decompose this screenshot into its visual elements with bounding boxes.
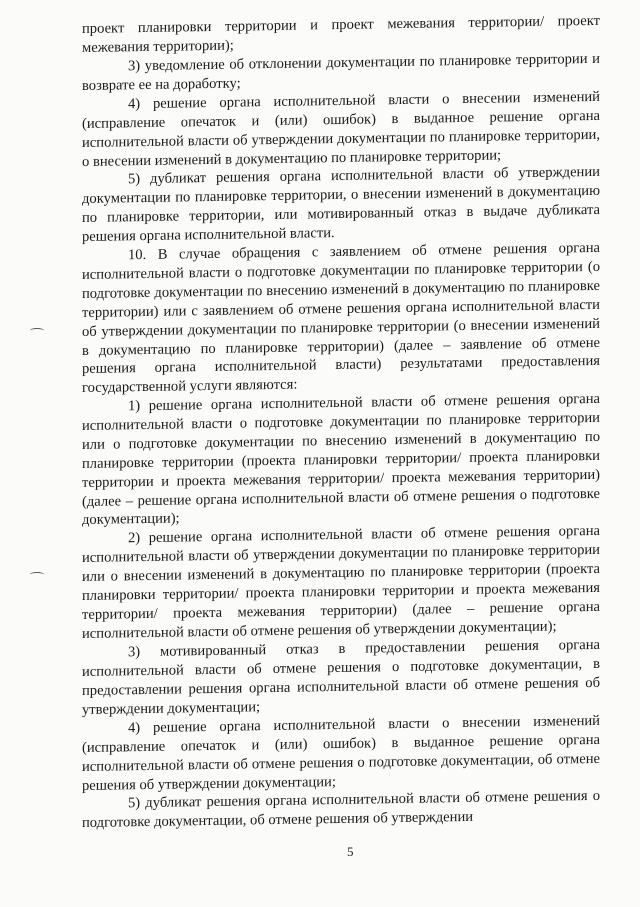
paragraph-sub-2: 2) решение органа исполнительной власти об отмене решения органа исполнительной власти об утверждении документации по планировке территории или о внесении изменений в документацию по планировке территории (проекта планировки территории/ проекта планировки территории и проекта межевания территории/ проекта межевания территории) (далее – решение органа исполнительной власти об отмене решения об утверждении документации);: [82, 523, 600, 642]
page-number: 5: [347, 844, 354, 859]
paragraph-section-10: 10. В случае обращения с заявлением об отмене решения органа исполнительной власти о подготовке документации по планировке территории (о подготовке документации по внесению изменений в документацию по планировке территории) или с заявлением об отмене решения органа исполнительной власти об утверждении документации по планировке территории (о внесении изменений в документацию по планировке территории) (далее – заявление об отмене решения органа исполнительной власти) результатами предоставления государственной услуги являются:: [82, 239, 600, 397]
paragraph-item-4: 4) решение органа исполнительной власти о внесении изменений (исправление опечаток и (или) ошибок) в выданное решение органа исполнительной власти об утверждении документации по планировке территории, о внесении изменений в документацию по планировке территории;: [82, 88, 600, 170]
margin-mark: [30, 572, 44, 577]
paragraph-item-3: 3) уведомление об отклонении документации по планировке территории и возврате ее на доработку;: [82, 50, 600, 94]
paragraph-sub-1: 1) решение органа исполнительной власти об отмене решения органа исполнительной власти о подготовке документации по планировке территории или о подготовке документации по внесению изменений в документацию по планировке территории (проекта планировки территории/ проекта планировки территории и проекта межевания территории/ проекта межевания территории) (далее – решение органа исполнительной власти об отмене решения о подготовке документации);: [82, 390, 600, 529]
paragraph-item-5: 5) дубликат решения органа исполнительной власти об утверждении документации по планировке территории, о внесении изменений в документацию по планировке территории, или мотивированный отказ в выдаче дубликата решения органа исполнительной власти.: [82, 164, 600, 245]
paragraph-sub-3: 3) мотивированный отказ в предоставлении решения органа исполнительной власти об отмене решения о подготовке документации, в предоставлении решения органа исполнительной власти об отмене решения об утверждении документации;: [82, 636, 600, 718]
paragraph-sub-5: 5) дубликат решения органа исполнительной власти об отмене решения о подготовке документации, об отмене решения об утверждении: [82, 788, 600, 832]
paragraph-sub-4: 4) решение органа исполнительной власти о внесении изменений (исправление опечаток и (или) ошибок) в выданное решение органа исполнительной власти об отмене решения о подготовке документации, об отмене решения об утверждении документации;: [82, 712, 600, 794]
body-text: [82, 12, 600, 833]
paragraph-continuation: проект планировки территории и проект межевания территории/ проект межевания территории);: [82, 12, 600, 56]
margin-mark: [30, 328, 44, 333]
